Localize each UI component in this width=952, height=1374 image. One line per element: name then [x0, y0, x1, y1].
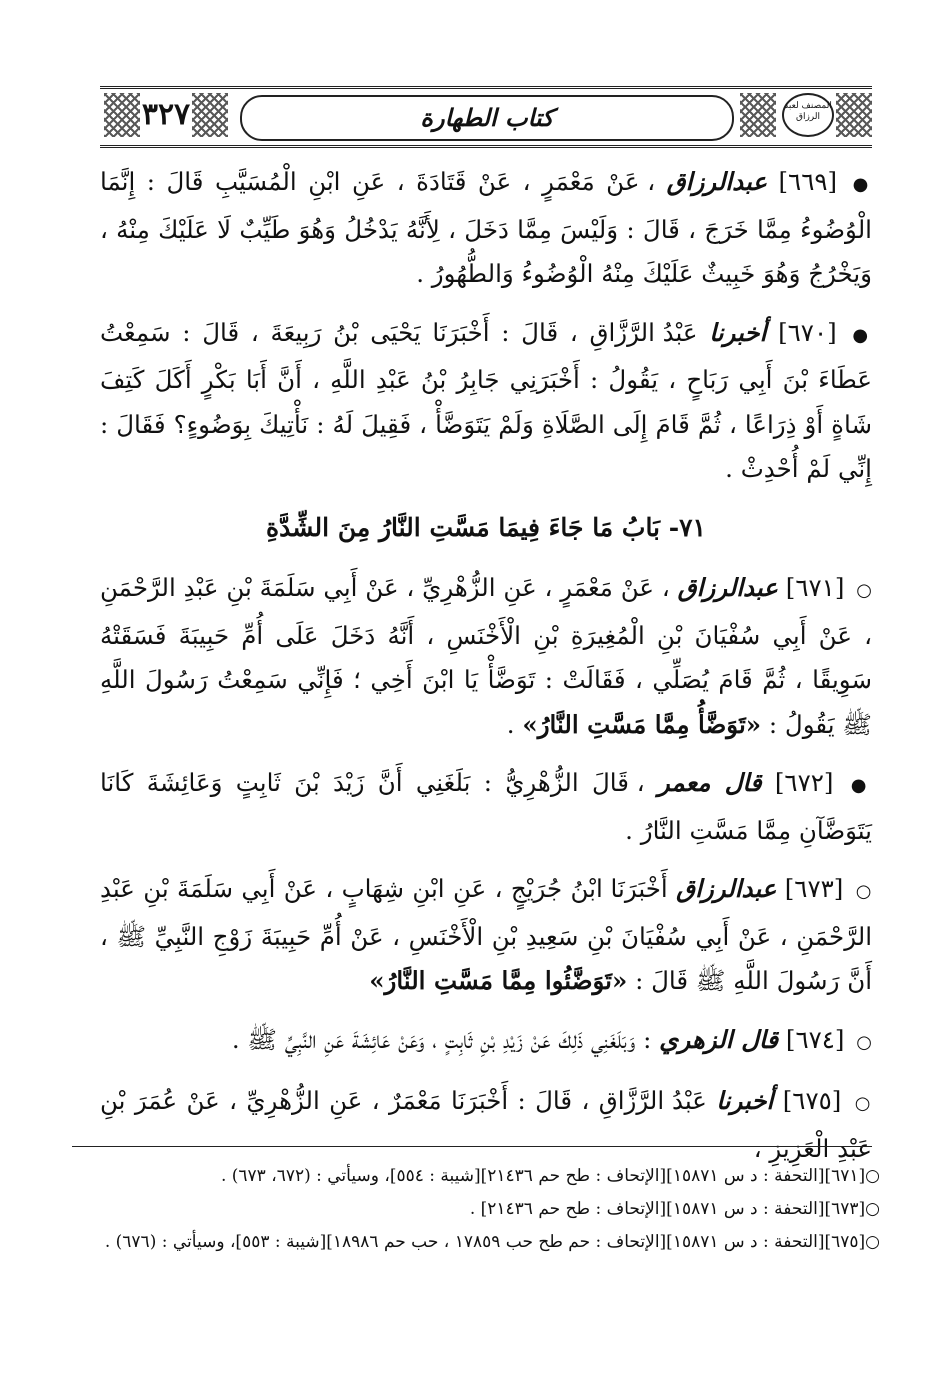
page-header: [100, 86, 872, 148]
hadith-number: [٦٧١]: [785, 573, 845, 602]
footnotes: [80, 1160, 880, 1259]
running-title: كتاب الطهارة: [240, 95, 734, 141]
bullet: ○: [854, 1093, 872, 1114]
hadith-tail: .: [506, 709, 515, 739]
hadith-text: ، قَالَ الزُّهْرِيُّ : بَلَغَنِي أَنَّ زَيْدَ بْنَ ثَابِتٍ وَعَائِشَةَ كَانَا يَتَوَضَّآنِ مِمَّا مَسَّتِ النَّارُ .: [100, 768, 872, 845]
bullet: ○: [855, 881, 872, 902]
hadith-674: [100, 1018, 872, 1066]
ornament-left-inner: [192, 93, 228, 137]
hadith-number: [٦٧٠]: [778, 317, 837, 347]
hadith-number: [٦٧٢]: [774, 768, 834, 797]
hadith-669: [100, 160, 872, 297]
page-number: ٣٢٧: [141, 97, 191, 132]
footnote: ○[٦٧١][التحفة : د س ١٥٨٧١][الإتحاف : طح حم ٢١٤٣٦][شيبة : ٥٥٤]، وسيأتي : (٦٧٢، ٦٧٣) .: [220, 1166, 880, 1186]
hadith-text: عَبْدُ الرَّزَّاقِ ، قَالَ : أَخْبَرَنَا مَعْمَرٌ ، عَنِ الزُّهْرِيِّ ، عَنْ عُمَرَ بْنِ عَبْدِ الْعَزِيزِ ،: [100, 1086, 872, 1163]
hadith-text: : وَبَلَغَنِي ذَلِكَ عَنْ زَيْدِ بْنِ ثَابِتٍ ، وَعَنْ عَائِشَةَ عَنِ النَّبِيِّ ﷺ .: [231, 1024, 652, 1054]
hadith-number: [٦٦٩]: [778, 167, 838, 196]
ornament-right-inner: [740, 93, 776, 137]
narrator: عبدالرزاق: [676, 874, 777, 903]
footnote: ○[٦٧٥][التحفة : د س ١٥٨٧١][الإتحاف : حم طح حب ١٧٨٥٩ ، حب حم ١٨٩٨٦][شيبة : ٥٥٣]، وسيأتي : (٦٧٦) .: [104, 1232, 880, 1252]
hadith-text: عَبْدُ الرَّزَّاقِ ، قَالَ : أَخْبَرَنَا يَحْيَى بْنُ رَبِيعَةَ ، قَالَ : سَمِعْتُ عَطَاءَ بْنَ أَبِي رَبَاحٍ ، يَقُولُ : أَخْبَرَنِي جَابِرُ بْنُ عَبْدِ اللَّهِ ، أَنَّ أَبَا بَكْرٍ أَكَلَ كَتِفَ شَاةٍ أَوْ ذِرَاعًا ، ثُمَّ قَامَ إِلَى الصَّلَاةِ وَلَمْ يَتَوَضَّأْ ، فَقِيلَ لَهُ : نَأْتِيكَ بِوَضُوءٍ؟ فَقَالَ : إِنِّي لَمْ أُحْدِثْ .: [100, 317, 872, 483]
narrator: قال الزهري: [659, 1024, 779, 1054]
narrator: أخبرنا: [709, 317, 767, 347]
prophetic-quote: «تَوَضَّئُوا مِمَّا مَسَّتِ النَّارُ»: [369, 966, 628, 995]
narrator: عبدالرزاق: [677, 573, 778, 602]
hadith-text: ، عَنْ مَعْمَرٍ ، عَنْ قَتَادَةَ ، عَنِ ابْنِ الْمُسَيَّبِ قَالَ : إِنَّمَا الْوُضُوءُ مِمَّا خَرَجَ ، قَالَ : وَلَيْسَ مِمَّا دَخَلَ ، لِأَنَّهُ يَدْخُلُ وَهُوَ طَيِّبٌ لَا عَلَيْكَ مِنْهُ ، وَيَخْرُجُ وَهُوَ خَبِيثٌ عَلَيْكَ مِنْهُ الْوُضُوءُ وَالطُّهُورُ .: [100, 167, 872, 288]
book-stamp-logo: [782, 93, 834, 137]
bullet: ●: [852, 174, 872, 195]
hadith-675: [100, 1079, 872, 1171]
bullet: ○: [856, 580, 872, 601]
hadith-671: [100, 566, 872, 747]
stamp-text: المصنف لعبد الرزاق: [784, 101, 832, 122]
footnote: ○[٦٧٣][التحفة : د س ١٥٨٧١][الإتحاف : طح حم ٢١٤٣٦] .: [469, 1199, 880, 1219]
hadith-672: [100, 761, 872, 853]
hadith-670: [100, 311, 872, 492]
bullet: ●: [850, 775, 872, 796]
section-heading: ٧١- بَابُ مَا جَاءَ فِيمَا مَسَّتِ النَّارُ مِنَ الشِّدَّةِ: [266, 512, 706, 542]
hadith-673: [100, 867, 872, 1004]
hadith-number: [٦٧٥]: [782, 1086, 842, 1115]
narrator: قال معمر: [657, 768, 762, 797]
ornament-right: [836, 93, 872, 137]
narrator: عبدالرزاق: [666, 167, 767, 196]
hadith-text: أَخْبَرَنَا ابْنُ جُرَيْجٍ ، عَنِ ابْنِ شِهَابٍ ، عَنْ أَبِي سَلَمَةَ بْنِ عَبْدِ الرَّحْمَنِ ، عَنْ أَبِي سُفْيَانَ بْنِ سَعِيدِ بْنِ الْأَخْنَسِ ، عَنْ أُمِّ حَبِيبَةَ زَوْجِ النَّبِيِّ ﷺ ، أَنَّ رَسُولَ اللَّهِ ﷺ قَالَ :: [100, 874, 872, 995]
hadith-number: [٦٧٤]: [785, 1024, 845, 1054]
prophetic-quote: «تَوَضَّأُ مِمَّا مَسَّتِ النَّارُ»: [522, 709, 762, 739]
hadith-text: ، عَنْ مَعْمَرٍ ، عَنِ الزُّهْرِيِّ ، عَنْ أَبِي سَلَمَةَ بْنِ عَبْدِ الرَّحْمَنِ ، عَنْ أَبِي سُفْيَانَ بْنِ الْمُغِيرَةِ بْنِ الْأَخْنَسِ ، أَنَّهُ دَخَلَ عَلَى أُمِّ حَبِيبَةَ فَسَقَتْهُ سَوِيقًا ، ثُمَّ قَامَ يُصَلِّي ، فَقَالَتْ : تَوَضَّأْ يَا ابْنَ أَخِي ؛ فَإِنِّي سَمِعْتُ رَسُولَ اللَّهِ ﷺ يَقُولُ :: [100, 573, 872, 739]
bullet: ○: [856, 1031, 872, 1053]
footnote-divider: [72, 1146, 872, 1147]
ornament-left: [104, 93, 140, 137]
hadith-number: [٦٧٣]: [784, 874, 844, 903]
narrator: أخبرنا: [716, 1086, 774, 1115]
main-text: [100, 160, 872, 1185]
bullet: ●: [852, 324, 872, 346]
